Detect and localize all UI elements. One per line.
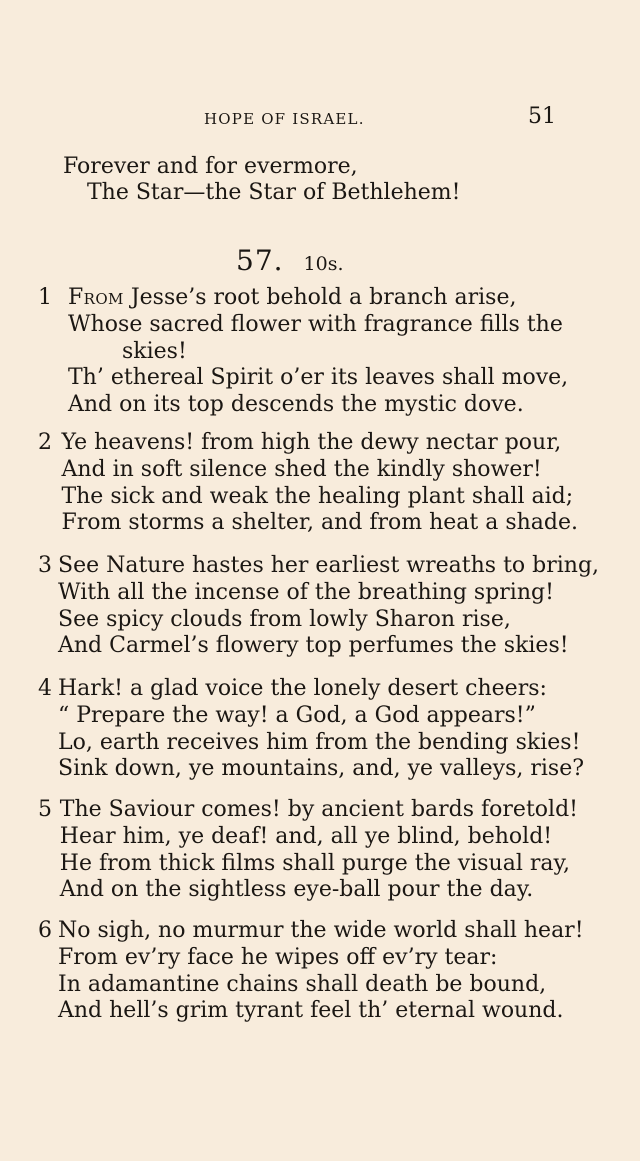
stanza-line: See spicy clouds from lowly Sharon rise,: [58, 606, 511, 632]
stanza-line: [68, 285, 578, 312]
first-line-rest: Jesse’s root behold a branch arise,: [130, 285, 517, 310]
hymn-heading: [236, 244, 344, 277]
stanza-line: The sick and weak the healing plant shall aid;: [61, 483, 574, 509]
stanza-line: Lo, earth receives him from the bending skies!: [58, 729, 581, 755]
stanza-line: And on the sightless eye-ball pour the day.: [59, 877, 534, 903]
stanza-line: Ye heavens! from high the dewy nectar pour,: [61, 430, 562, 455]
stanza-line: Sink down, ye mountains, and, ye valleys, rise?: [58, 756, 585, 782]
stanza-line: And in soft silence shed the kindly shower!: [61, 456, 542, 482]
stanza-number: 3: [38, 553, 52, 578]
continuation-line-1: Forever and for evermore,: [63, 154, 358, 179]
stanza-line: With all the incense of the breathing spring!: [58, 579, 554, 605]
stanza-line: And Carmel’s flowery top perfumes the skies!: [58, 633, 569, 659]
stanza-lines: [60, 797, 578, 904]
stanza-lines: [58, 553, 599, 660]
page-number: 51: [528, 104, 556, 129]
stanza-lines: [58, 676, 584, 783]
stanza-number: 6: [38, 918, 52, 943]
stanza-4: [38, 676, 585, 783]
stanza-number: 4: [38, 676, 52, 701]
stanza-line: Whose sacred flower with fragrance fills the: [68, 311, 563, 337]
stanza-line: No sigh, no murmur the wide world shall hear!: [58, 918, 584, 943]
stanza-line: And hell’s grim tyrant feel th’ eternal wound.: [58, 998, 564, 1024]
running-head: HOPE OF ISRAEL.: [204, 110, 365, 128]
stanza-line: From storms a shelter, and from heat a shade.: [61, 510, 578, 536]
stanza-line: Th’ ethereal Spirit o’er its leaves shall move,: [68, 365, 569, 391]
stanza-line: Hear him, ye deaf! and, all ye blind, behold!: [59, 823, 553, 849]
previous-hymn-ending: [63, 154, 563, 206]
stanza-number: 1: [38, 285, 52, 310]
stanza-3: [38, 553, 600, 660]
stanza-line: And on its top descends the mystic dove.: [68, 392, 524, 418]
stanza-lines: [58, 918, 584, 1025]
hymn-number: 57.: [236, 244, 284, 277]
stanza-lines: [61, 430, 578, 537]
hymn-meter: 10s.: [303, 253, 344, 275]
stanza-number: 2: [38, 430, 52, 455]
stanza-lines: [68, 285, 578, 419]
stanza-line: The Saviour comes! by ancient bards foretold!: [59, 797, 578, 822]
stanza-line: From ev’ry face he wipes off ev’ry tear:: [58, 944, 498, 970]
stanza-line: In adamantine chains shall death be bound,: [58, 971, 547, 997]
stanza-6: [38, 918, 584, 1025]
stanza-line: He from thick films shall purge the visual ray,: [59, 850, 570, 876]
drop-word: From: [68, 285, 124, 310]
stanza-line: Hark! a glad voice the lonely desert cheers:: [58, 676, 547, 701]
stanza-1: [38, 285, 578, 419]
stanza-number: 5: [38, 797, 52, 822]
stanza-2: [38, 430, 578, 537]
stanza-5: [38, 797, 578, 904]
stanza-line: “ Prepare the way! a God, a God appears!”: [58, 702, 536, 728]
stanza-line: See Nature hastes her earliest wreaths to bring,: [58, 553, 600, 578]
continuation-line-2: The Star—the Star of Bethlehem!: [87, 180, 461, 205]
stanza-line: skies!: [122, 338, 187, 364]
